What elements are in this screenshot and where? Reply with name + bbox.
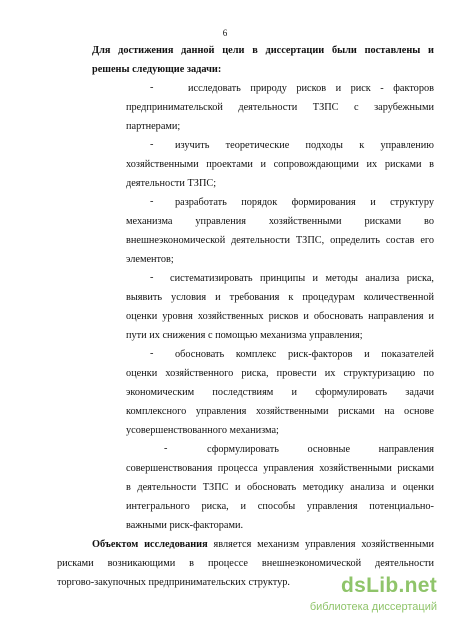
object-term: Объектом исследования — [92, 539, 208, 550]
task-2-line-2: хозяйственными проектами и сопровождающими их рисками в — [126, 159, 434, 170]
task-6-line-1: сформулировать основные направления — [207, 444, 434, 455]
object-line-2: рисками возникающими в процессе внешнеэкономической деятельности — [57, 558, 434, 569]
task-5-dash: - — [150, 348, 154, 359]
intro-line-2: решены следующие задачи: — [92, 64, 222, 75]
task-4-line-1: систематизировать принципы и методы анализа риска, — [170, 273, 434, 284]
task-3-line-4: элементов; — [126, 254, 174, 265]
intro-line-1: Для достижения данной цели в диссертации были поставлены и — [92, 45, 434, 56]
watermark-site: dsLib.net — [340, 574, 437, 597]
task-2-line-1: изучить теоретические подходы к управлению — [175, 140, 434, 151]
task-3-line-1: разработать порядок формирования и структуру — [175, 197, 434, 208]
task-6-line-4: интегрального риска, и способы управления потенциально- — [126, 501, 434, 512]
task-4-line-3: оценки уровня хозяйственных рисков и обосновать направления и — [126, 311, 434, 322]
task-2-line-3: деятельности ТЗПС; — [126, 178, 217, 189]
task-5-line-2: оценки хозяйственного риска, провести их структуризацию по — [126, 368, 434, 379]
task-3-line-3: внешнеэкономической деятельности ТЗПС, определить состав его — [126, 235, 434, 246]
task-2-dash: - — [150, 139, 154, 150]
task-5-line-5: усовершенствованного механизма; — [126, 425, 279, 436]
task-6-dash: - — [164, 443, 168, 454]
task-6-line-3: в деятельности ТЗПС и обосновать методику анализа и оценки — [126, 482, 434, 493]
object-line-1-rest: является механизм управления хозяйственными — [207, 539, 434, 550]
watermark — [276, 574, 441, 620]
task-6-line-5: важными риск-факторами. — [126, 520, 244, 531]
task-4-line-2: выявить условия и требования к процедурам количественной — [126, 292, 434, 303]
task-1-line-3: партнерами; — [126, 121, 181, 132]
task-1-line-2: предпринимательской деятельности ТЗПС с зарубежными — [126, 102, 434, 113]
task-3-dash: - — [150, 196, 154, 207]
task-1-dash: - — [150, 82, 154, 93]
task-5-line-4: комплексного управления хозяйственными рисками на основе — [126, 406, 434, 417]
task-6-line-2: совершенствования процесса управления хозяйственными рисками — [126, 463, 434, 474]
watermark-caption: библиотека диссертаций — [309, 601, 437, 613]
task-3-line-2: механизма управления хозяйственными рисками во — [126, 216, 434, 227]
task-5-line-1: обосновать комплекс риск-факторов и показателей — [175, 349, 434, 360]
page-number: 6 — [222, 28, 228, 38]
object-line-1 — [92, 538, 434, 551]
object-line-3: торгово-закупочных предпринимательских структур. — [57, 577, 290, 588]
task-1-line-1: исследовать природу рисков и риск - факторов — [188, 83, 434, 94]
task-4-dash: - — [150, 272, 154, 283]
task-5-line-3: экономическим последствиям и сформулировать задачи — [126, 387, 434, 398]
task-4-line-4: пути их снижения с помощью механизма управления; — [126, 330, 363, 341]
